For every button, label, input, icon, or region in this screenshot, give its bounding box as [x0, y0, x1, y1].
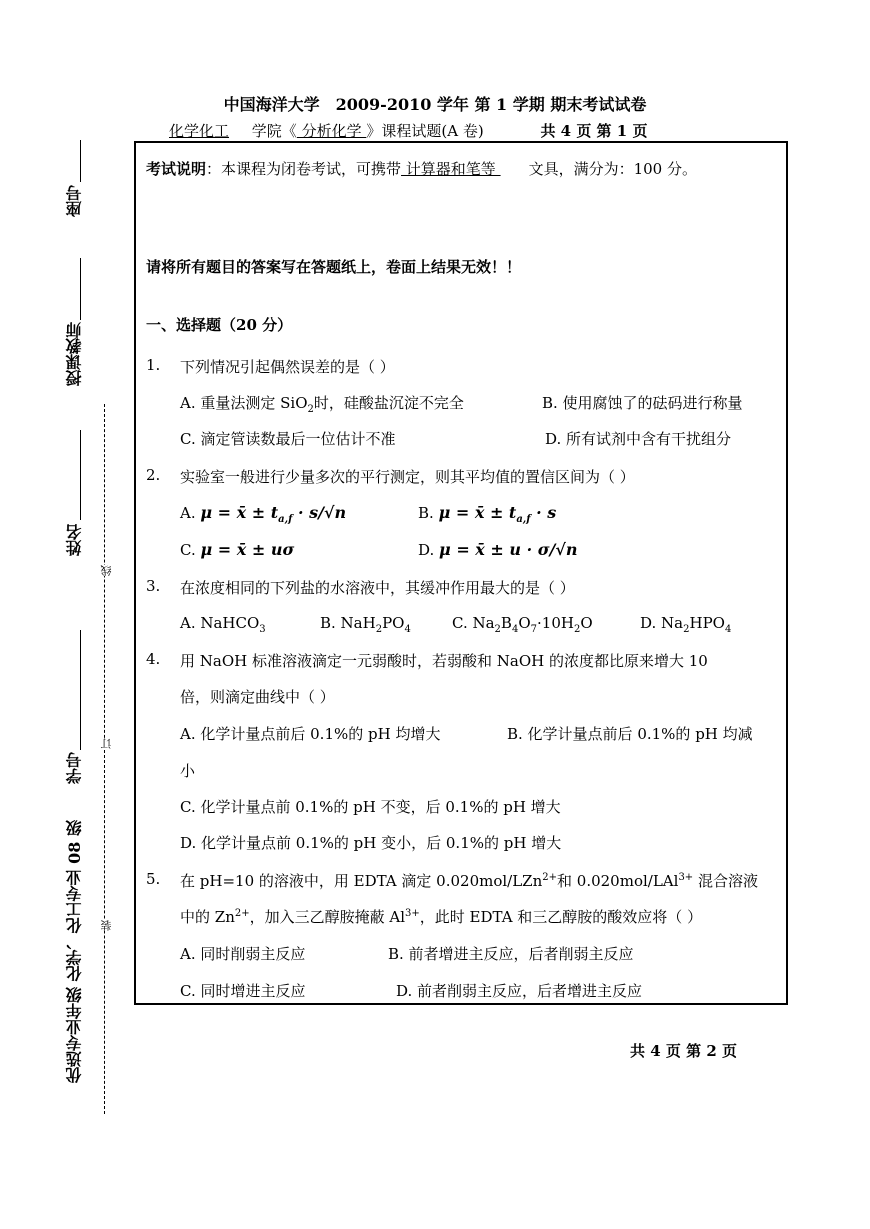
q3-b-mid: PO — [382, 614, 405, 632]
seat-line — [80, 140, 81, 182]
q5-number: 5. — [146, 870, 161, 888]
exam-note-text-b: 文具，满分为：100 分。 — [528, 160, 697, 178]
q3-c-sub2: 4 — [511, 624, 519, 635]
q3-b-text: B. NaH — [320, 614, 376, 632]
q5-stem1-a: 在 pH=10 的溶液中，用 EDTA 滴定 0.020mol/LZn — [180, 872, 543, 890]
q2-a-formula — [200, 503, 347, 526]
q5-option-b: B. 前者增进主反应，后者削弱主反应 — [388, 945, 634, 963]
exam-note-label: 考试说明 — [146, 160, 207, 178]
q2-option-c — [180, 540, 294, 559]
q2-a-formula-main: μ = x̄ ± t — [200, 503, 279, 522]
q3-c-sub4: 2 — [573, 624, 581, 635]
q1-a-rest: 时，硅酸盐沉淀不完全 — [313, 394, 464, 412]
course-line — [165, 120, 647, 141]
q4-number: 4. — [146, 650, 161, 668]
q5-stem1-sup1: 2+ — [542, 872, 558, 883]
q5-stem-line2 — [180, 906, 702, 927]
q2-b-formula-main: μ = x̄ ± t — [438, 503, 517, 522]
cut-line — [104, 404, 105, 1114]
course-name: 分析化学 — [296, 122, 367, 140]
q1-stem: 下列情况引起偶然误差的是（ ） — [180, 358, 395, 376]
q3-b-sub2: 4 — [404, 624, 411, 635]
student-id-label: 学号 — [65, 752, 84, 784]
section-title: 一、选择题（20 分） — [146, 316, 293, 334]
q3-option-c — [452, 614, 593, 635]
q1-number: 1. — [146, 356, 161, 374]
q3-c-end: O — [580, 614, 593, 632]
q2-a-label: A. — [180, 504, 196, 522]
q4-stem-line2: 倍，则滴定曲线中（ ） — [180, 688, 335, 706]
q3-c-mid2: O — [518, 614, 531, 632]
q1-a-sub: 2 — [307, 404, 314, 415]
q5-option-d: D. 前者削弱主反应，后者增进主反应 — [396, 982, 643, 1000]
q5-option-c: C. 同时增进主反应 — [180, 982, 306, 1000]
q4-stem-line1: 用 NaOH 标准溶液滴定一元弱酸时，若弱酸和 NaOH 的浓度都比原来增大 10 — [180, 652, 708, 670]
q3-d-sub2: 4 — [724, 624, 732, 635]
q3-c-rest: ·10H — [537, 614, 574, 632]
q4-option-c: C. 化学计量点前 0.1%的 pH 不变，后 0.1%的 pH 增大 — [180, 798, 561, 816]
college-suffix: 学院《 — [251, 122, 297, 140]
exam-note-allowed: 计算器和笔等 — [401, 160, 501, 178]
q5-stem2-a: 中的 Zn — [180, 908, 235, 926]
q5-stem-line1 — [180, 870, 758, 891]
q3-option-d — [640, 614, 731, 635]
q2-option-a — [180, 503, 346, 525]
cut-mark-ding: 订 — [100, 738, 113, 749]
q2-b-formula — [438, 503, 557, 526]
q5-stem2-sup2: 3+ — [405, 908, 420, 919]
q5-option-a: A. 同时削弱主反应 — [180, 945, 306, 963]
exam-title: 中国海洋大学 2009-2010 学年 第 1 学期 期末考试试卷 — [223, 95, 647, 114]
q4-option-a: A. 化学计量点前后 0.1%的 pH 均增大 — [180, 725, 441, 743]
q4-option-b-cont: 小 — [180, 762, 196, 780]
q4-option-d: D. 化学计量点前 0.1%的 pH 变小，后 0.1%的 pH 增大 — [180, 834, 562, 852]
q3-c-mid1: B — [500, 614, 512, 632]
q1-a-text: A. 重量法测定 SiO — [180, 394, 308, 412]
q3-number: 3. — [146, 577, 161, 595]
q2-c-formula: μ = x̄ ± uσ — [200, 540, 295, 559]
q3-c-text: C. Na — [452, 614, 495, 632]
q2-number: 2. — [146, 466, 161, 484]
name-label: 姓名 — [65, 524, 84, 556]
seat-label: 座号 — [65, 185, 84, 217]
q2-stem: 实验室一般进行少量多次的平行测定，则其平均值的置信区间为（ ） — [180, 468, 635, 486]
page-info: 共 4 页 第 1 页 — [540, 122, 648, 140]
q2-d-formula: μ = x̄ ± u · σ/√n — [439, 540, 578, 559]
q3-a-sub: 3 — [259, 624, 266, 635]
q3-option-a — [180, 614, 266, 635]
footer-page-info: 共 4 页 第 2 页 — [630, 1042, 737, 1060]
q5-stem1-c: 混合溶液 — [693, 872, 758, 890]
course-suffix: 》课程试题(A 卷) — [366, 122, 484, 140]
q1-option-b: B. 使用腐蚀了的砝码进行称量 — [542, 394, 743, 412]
q2-a-formula-rest: · s/√n — [292, 503, 347, 522]
q3-d-sub1: 2 — [683, 624, 690, 635]
name-line — [80, 430, 81, 520]
q2-b-formula-rest: · s — [530, 503, 557, 522]
cut-mark-line: 线 — [100, 565, 113, 576]
q5-stem2-b: ，加入三乙醇胺掩蔽 Al — [249, 908, 406, 926]
exam-note — [146, 158, 697, 179]
id-line — [80, 630, 81, 750]
q3-d-text: D. Na — [640, 614, 684, 632]
q2-option-b — [418, 503, 556, 525]
major-label: 优选专业年级 化学、化工专业 08 级 — [65, 820, 84, 1083]
q4-option-b: B. 化学计量点前后 0.1%的 pH 均减 — [507, 725, 753, 743]
q1-option-a — [180, 392, 464, 415]
q3-option-b — [320, 614, 411, 635]
q3-c-sub1: 2 — [494, 624, 501, 635]
q2-a-formula-sub: a,f — [278, 514, 293, 526]
q5-stem2-sup1: 2+ — [234, 908, 250, 919]
q3-stem: 在浓度相同的下列盐的水溶液中，其缓冲作用最大的是（ ） — [180, 579, 575, 597]
cut-mark-zhuang: 装 — [100, 920, 113, 931]
q2-option-d — [418, 540, 578, 559]
q1-option-d: D. 所有试剂中含有干扰组分 — [545, 430, 732, 448]
teacher-line — [80, 258, 81, 320]
q5-stem2-c: ，此时 EDTA 和三乙醇胺的酸效应将（ ） — [419, 908, 703, 926]
q1-option-c: C. 滴定管读数最后一位估计不准 — [180, 430, 396, 448]
q2-b-formula-sub: a,f — [516, 514, 531, 526]
q5-stem1-sup2: 3+ — [678, 872, 694, 883]
answer-instruction: 请将所有题目的答案写在答题纸上，卷面上结果无效！！ — [146, 258, 522, 276]
q2-b-label: B. — [418, 504, 434, 522]
q5-stem1-b: 和 0.020mol/LAl — [557, 872, 679, 890]
q3-b-sub1: 2 — [375, 624, 383, 635]
college-name: 化学化工 — [169, 122, 230, 140]
q3-c-sub3: 7 — [530, 624, 538, 635]
exam-note-text-a: ：本课程为闭卷考试，可携带 — [206, 160, 402, 178]
q3-a-text: A. NaHCO — [180, 614, 260, 632]
q2-d-label: D. — [418, 541, 435, 559]
q3-d-mid: HPO — [689, 614, 725, 632]
teacher-label: 授课教师 — [65, 322, 84, 386]
q2-c-label: C. — [180, 541, 196, 559]
